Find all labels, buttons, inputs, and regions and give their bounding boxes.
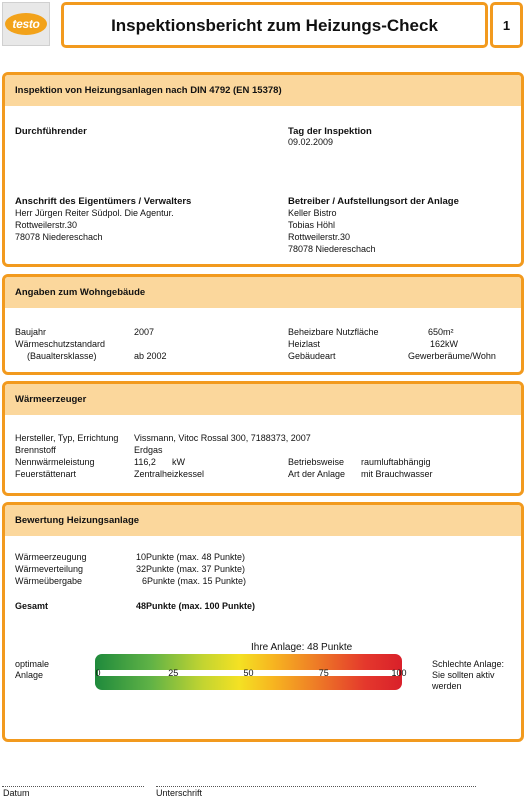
year-value: 2007 — [134, 327, 155, 337]
area-value: 650m² — [428, 327, 454, 337]
building-type-label: Gebäudeart — [288, 351, 336, 361]
operator-line: Tobias Höhl — [288, 220, 336, 230]
date-label: Tag der Inspektion — [288, 126, 372, 137]
area-label: Beheizbare Nutzfläche — [288, 327, 379, 337]
scale-tick: 50 — [243, 668, 254, 678]
generator-section — [2, 381, 524, 496]
maker-value: Vissmann, Vitoc Rossal 300, 7188373, 2007 — [134, 433, 311, 443]
rating-section — [2, 502, 524, 742]
signature-line[interactable] — [156, 786, 476, 787]
bad-label: werden — [432, 681, 462, 691]
rating-row-label: Wärmeübergabe — [15, 576, 83, 586]
rating-row-label: Wärmeerzeugung — [15, 552, 87, 562]
owner-line: Herr Jürgen Reiter Südpol. Die Agentur. — [15, 208, 174, 218]
optimal-label: optimale — [15, 659, 50, 669]
report-title: Inspektionsbericht zum Heizungs-Check — [61, 2, 488, 48]
generator-heading: Wärmeerzeuger — [5, 384, 521, 415]
scale-tick: 0 — [95, 668, 101, 678]
load-value: 162kW — [430, 339, 459, 349]
executor-label: Durchführender — [15, 126, 87, 137]
footer-date-label: Datum — [3, 788, 30, 798]
rating-heading: Bewertung Heizungsanlage — [5, 505, 521, 536]
load-label: Heizlast — [288, 339, 321, 349]
insulation-label: Wärmeschutzstandard — [15, 339, 106, 349]
inspection-section — [2, 72, 524, 267]
operator-line: 78078 Niedereschach — [288, 244, 376, 254]
system-label: Art der Anlage — [288, 469, 346, 479]
owner-line: Rottweilerstr.30 — [15, 220, 78, 230]
power-unit: kW — [172, 457, 185, 467]
date-line[interactable] — [2, 786, 144, 787]
inspection-heading: Inspektion von Heizungsanlagen nach DIN 4792 (EN 15378) — [5, 75, 521, 106]
rating-row-value: 32Punkte (max. 37 Punkte) — [136, 564, 246, 574]
bad-label: Sie sollten aktiv — [432, 670, 495, 680]
operator-line: Rottweilerstr.30 — [288, 232, 351, 242]
fuel-value: Erdgas — [134, 445, 163, 455]
scale-tick: 25 — [168, 668, 179, 678]
building-section — [2, 274, 524, 375]
testo-logo-text: testo — [5, 13, 47, 35]
score-marker-label: Ihre Anlage: 48 Punkte — [251, 642, 353, 653]
bad-label: Schlechte Anlage: — [432, 659, 505, 669]
insulation-value: ab 2002 — [134, 351, 167, 361]
fuel-label: Brennstoff — [15, 445, 56, 455]
owner-line: 78078 Niedereschach — [15, 232, 103, 242]
operator-line: Keller Bistro — [288, 208, 337, 218]
system-value: mit Brauchwasser — [361, 469, 433, 479]
power-label: Nennwärmeleistung — [15, 457, 95, 467]
maker-label: Hersteller, Typ, Errichtung — [15, 433, 119, 443]
rating-row-label: Wärmeverteilung — [15, 564, 84, 574]
footer-signature-label: Unterschrift — [156, 788, 203, 798]
owner-label: Anschrift des Eigentümers / Verwalters — [15, 196, 192, 207]
rating-scale-bar — [95, 654, 407, 690]
insulation-sub-label: (Baualtersklasse) — [27, 351, 97, 361]
total-value: 48Punkte (max. 100 Punkte) — [136, 601, 256, 611]
scale-tick: 100 — [391, 668, 407, 678]
rating-row-value: 6Punkte (max. 15 Punkte) — [142, 576, 247, 586]
building-type-value: Gewerberäume/Wohn — [408, 351, 496, 361]
rating-row-value: 10Punkte (max. 48 Punkte) — [136, 552, 246, 562]
fireplace-value: Zentralheizkessel — [134, 469, 205, 479]
date-value: 09.02.2009 — [288, 137, 334, 147]
operator-label: Betreiber / Aufstellungsort der Anlage — [288, 196, 459, 207]
year-label: Baujahr — [15, 327, 47, 337]
testo-logo — [2, 2, 50, 46]
total-label: Gesamt — [15, 601, 49, 611]
building-heading: Angaben zum Wohngebäude — [5, 277, 521, 308]
fireplace-label: Feuerstättenart — [15, 469, 77, 479]
power-value: 116,2 — [134, 457, 156, 467]
optimal-label: Anlage — [15, 670, 44, 680]
page-number: 1 — [490, 2, 523, 48]
operation-value: raumluftabhängig — [361, 457, 431, 467]
operation-label: Betriebsweise — [288, 457, 345, 467]
scale-tick: 75 — [318, 668, 329, 678]
